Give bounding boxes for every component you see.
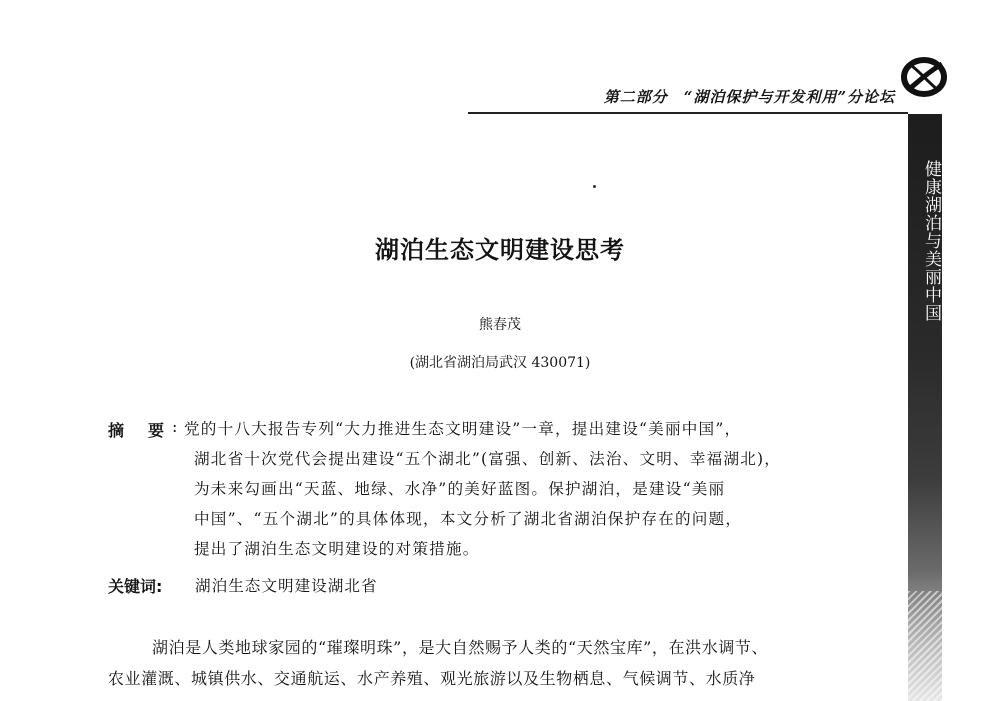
- stray-dot: [593, 185, 596, 188]
- keywords-label: 关键词:: [108, 577, 163, 596]
- logo-icon: [898, 52, 950, 102]
- abstract-line: 提出了湖泊生态文明建设的对策措施。: [194, 540, 480, 558]
- abstract-colon: :: [172, 417, 178, 436]
- sidebar-banner: [908, 114, 942, 701]
- author-name: 熊春茂: [479, 317, 521, 333]
- running-header-text: 第二部分 “湖泊保护与开发利用”分论坛: [603, 87, 895, 106]
- sidebar-pattern: [908, 591, 942, 701]
- header-rule: [468, 112, 908, 114]
- body-paragraph: [108, 632, 890, 694]
- sidebar-label: 健康湖泊与美丽中国: [921, 160, 941, 322]
- article-title: 湖泊生态文明建设思考: [375, 236, 625, 264]
- body-line: 农业灌溉、城镇供水、交通航运、水产养殖、观光旅游以及生物栖息、气候调节、水质净: [108, 669, 756, 688]
- body-line: 湖泊是人类地球家园的“璀璨明珠”，是大自然赐予人类的“天然宝库”，在洪水调节、: [152, 638, 769, 657]
- abstract-line: 党的十八大报告专列“大力推进生态文明建设”一章，提出建设“美丽中国”，: [184, 420, 742, 438]
- abstract-body: [184, 414, 886, 564]
- abstract-line: 为未来勾画出“天蓝、地绿、水净”的美好蓝图。保护湖泊，是建设“美丽: [194, 480, 726, 498]
- abstract-line: 湖北省十次党代会提出建设“五个湖北”(富强、创新、法治、文明、幸福湖北)，: [194, 450, 782, 468]
- running-header: [470, 82, 895, 110]
- abstract-label: 摘 要: [108, 421, 169, 440]
- keywords-value: 湖泊生态文明建设湖北省: [195, 577, 378, 595]
- abstract-line: 中国”、“五个湖北”的具体体现，本文分析了湖北省湖泊保护存在的问题，: [194, 510, 743, 528]
- author-affiliation: (湖北省湖泊局武汉 430071): [409, 355, 591, 371]
